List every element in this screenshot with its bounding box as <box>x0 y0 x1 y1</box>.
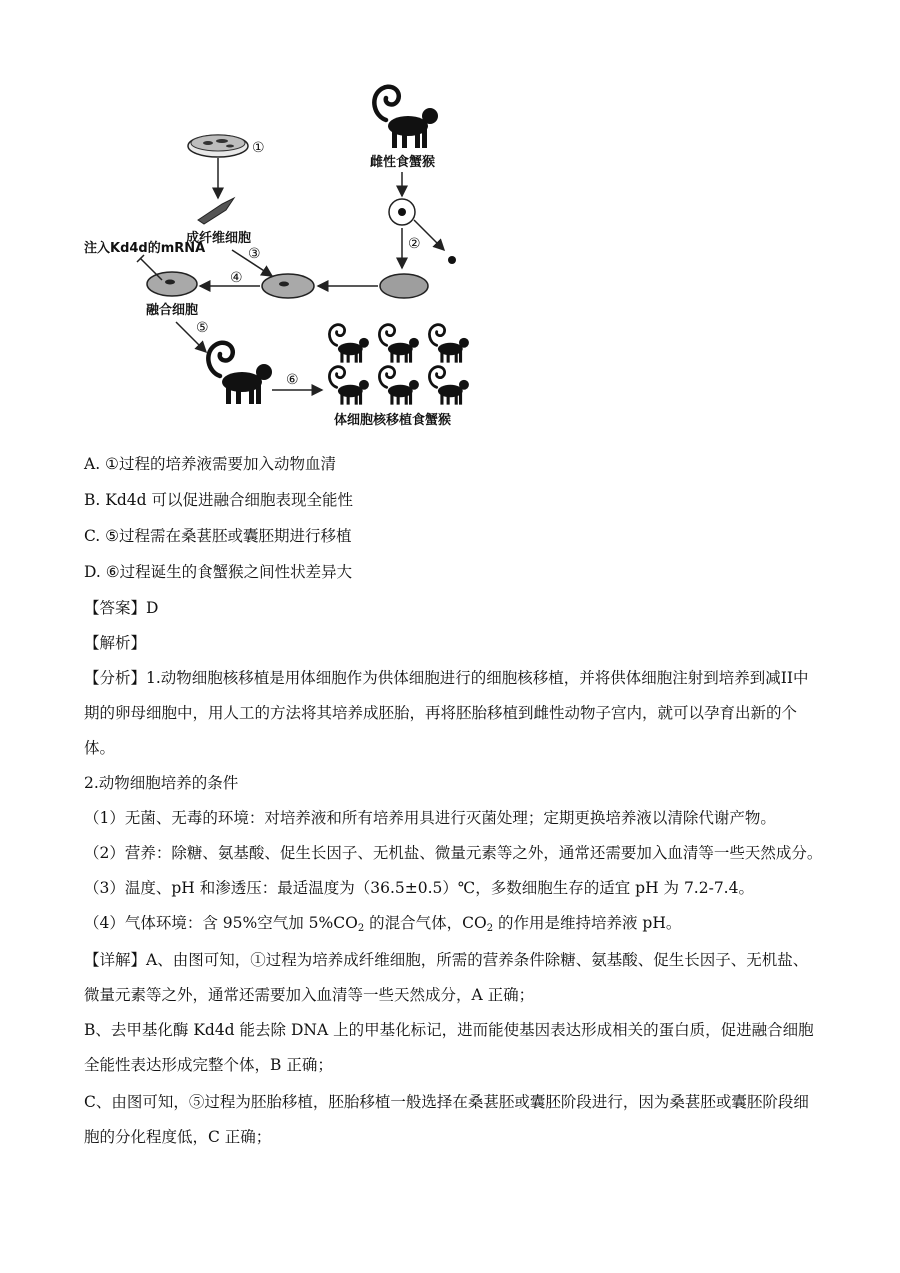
fused-cell-label: 融合细胞 <box>146 303 199 318</box>
oocyte-icon <box>389 199 415 225</box>
fused-cell-icon <box>147 272 197 296</box>
step-1-label: ① <box>252 140 265 156</box>
step-6-label: ⑥ <box>286 372 299 388</box>
nuclear-transfer-diagram <box>0 0 900 440</box>
detail-b-line2: 全能性表达形成完整个体，B 正确； <box>84 1056 333 1074</box>
analysis-p1-line2: 期的卵母细胞中，用人工的方法将其培养成胚胎，再将胚胎移植到雌性动物子宫内，就可以孕育出新的个 <box>84 704 798 722</box>
detail-c-line1: C、由图可知，⑤过程为胚胎移植，胚胎移植一般选择在桑葚胚或囊胚阶段进行，因为桑葚胚或囊胚阶段细 <box>84 1093 809 1111</box>
detail-a-line2: 微量元素等之外，通常还需要加入血清等一些天然成分，A 正确； <box>84 986 535 1004</box>
option-b: B. Kd4d 可以促进融合细胞表现全能性 <box>84 491 353 509</box>
petri-dish-icon <box>188 135 248 157</box>
condition-4: （4）气体环境：含 95%空气加 $5\%CO_2$ 的混合气体，$CO_2$ 的作用是维持培养液 pH。 <box>84 914 682 934</box>
option-a: A. ①过程的培养液需要加入动物血清 <box>84 455 336 473</box>
option-c: C. ⑤过程需在桑葚胚或囊胚期进行移植 <box>84 527 352 545</box>
reconstructed-cell-icon <box>262 274 314 298</box>
step-3-label: ③ <box>248 246 261 262</box>
inject-mrna-label: 注入Kd4d的mRNA <box>84 241 206 256</box>
cloned-monkeys-label: 体细胞核移植食蟹猴 <box>334 413 452 428</box>
nucleus-removed-icon <box>448 256 456 264</box>
step-5-label: ⑤ <box>196 320 209 336</box>
fibroblast-label: 成纤维细胞 <box>186 231 252 246</box>
enucleated-oocyte-icon <box>380 274 428 298</box>
analysis-heading: 【解析】 <box>84 634 147 652</box>
step-2-label: ② <box>408 236 421 252</box>
condition-2: （2）营养：除糖、氨基酸、促生长因子、无机盐、微量元素等之外，通常还需要加入血清等一些天然成分。 <box>84 844 823 862</box>
detail-a-line1: 【详解】A、由图可知，①过程为培养成纤维细胞，所需的营养条件除糖、氨基酸、促生长因子、无机盐、 <box>84 951 809 969</box>
analysis-p2: 2.动物细胞培养的条件 <box>84 774 239 792</box>
detail-b-line1: B、去甲基化酶 Kd4d 能去除 DNA 上的甲基化标记，进而能使基因表达形成相关的蛋白质，促进融合细胞 <box>84 1021 814 1039</box>
detail-c-line2: 胞的分化程度低，C 正确； <box>84 1128 272 1146</box>
condition-1: （1）无菌、无毒的环境：对培养液和所有培养用具进行灭菌处理；定期更换培养液以清除代谢产物。 <box>84 809 776 827</box>
analysis-p1-line3: 体。 <box>84 739 116 757</box>
surrogate-monkey-icon <box>208 343 272 404</box>
answer: 【答案】D <box>84 599 159 617</box>
step-4-label: ④ <box>230 270 243 286</box>
female-monkey-icon <box>374 87 438 148</box>
female-monkey-label: 雌性食蟹猴 <box>370 155 436 170</box>
analysis-p1-line1: 【分析】1.动物细胞核移植是用体细胞作为供体细胞进行的细胞核移植，并将供体细胞注射到培养到减II中 <box>84 669 809 687</box>
option-d: D. ⑥过程诞生的食蟹猴之间性状差异大 <box>84 563 353 581</box>
condition-3: （3）温度、pH 和渗透压：最适温度为（36.5±0.5）℃，多数细胞生存的适宜 pH 为 7.2-7.4。 <box>84 879 754 897</box>
cloned-monkeys-icon <box>329 325 468 405</box>
fibroblast-icon <box>198 198 234 224</box>
